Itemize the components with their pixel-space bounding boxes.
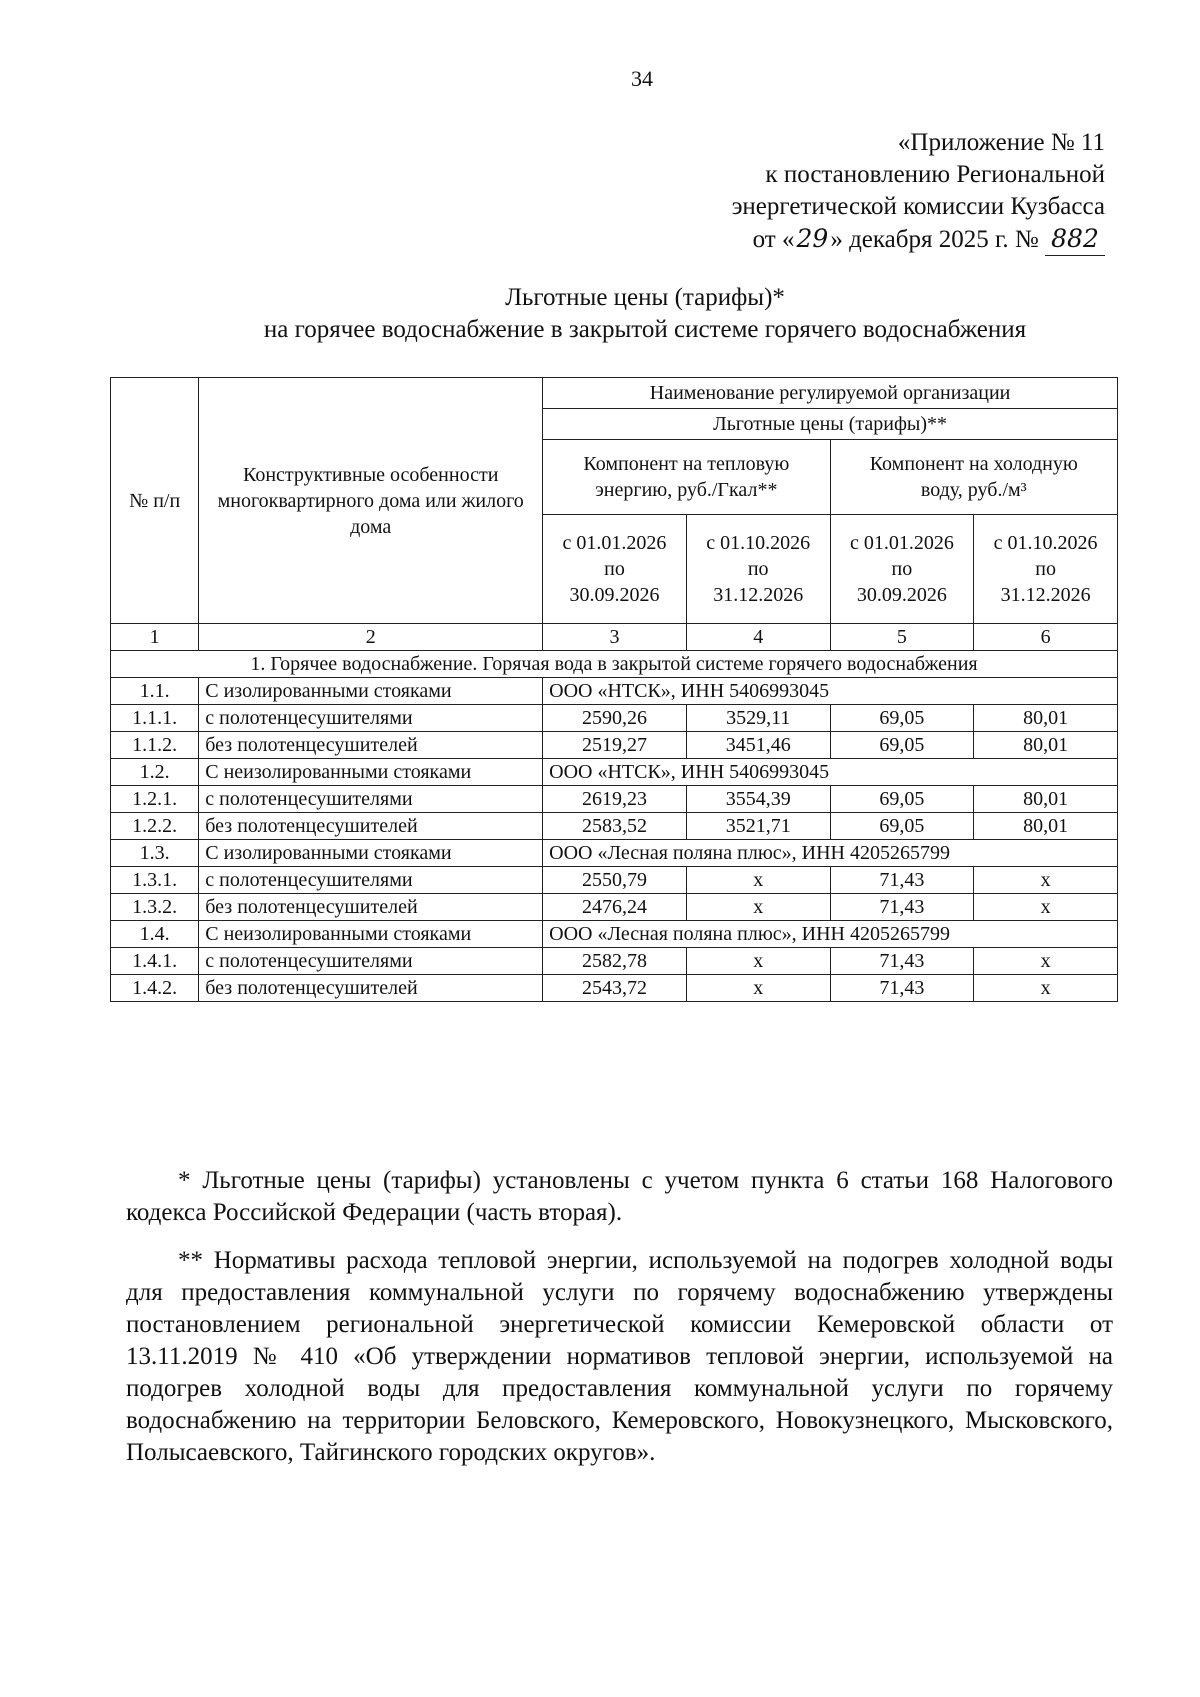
- row-value: 2582,78: [543, 948, 687, 975]
- row-value: 71,43: [830, 948, 974, 975]
- row-value: 2543,72: [543, 975, 687, 1002]
- period-3: с 01.01.2026 по 30.09.2026: [830, 515, 974, 624]
- group-org: ООО «Лесная поляна плюс», ИНН 4205265799: [543, 840, 1118, 867]
- section-title: 1. Горячее водоснабжение. Горячая вода в закрытой системе горячего водоснабжения: [111, 651, 1118, 678]
- row-value: 2519,27: [543, 732, 687, 759]
- header-tariffs: Льготные цены (тарифы)**: [543, 409, 1118, 440]
- header-desc: Конструктивные особенности многоквартирного дома или жилого дома: [199, 378, 543, 624]
- page-number: 34: [631, 66, 653, 91]
- footnote-1: * Льготные цены (тарифы) установлены с учетом пункта 6 статьи 168 Налогового кодекса Российской Федерации (часть вторая).: [126, 1167, 1113, 1226]
- date-middle: » декабря 2025 г. №: [830, 226, 1039, 253]
- row-desc: без полотенцесушителей: [199, 732, 543, 759]
- column-number-row: [111, 624, 1118, 651]
- col-number-1: 1: [111, 624, 199, 651]
- row-value: 69,05: [830, 813, 974, 840]
- row-value: 69,05: [830, 786, 974, 813]
- appendix-line-1: «Приложение № 11: [897, 129, 1105, 156]
- period-2: с 01.10.2026 по 31.12.2026: [686, 515, 830, 624]
- row-no: 1.2.1.: [111, 786, 199, 813]
- group-desc: С неизолированными стояками: [199, 759, 543, 786]
- table-row: [111, 813, 1118, 840]
- group-row: [111, 678, 1118, 705]
- row-no: 1.2.2.: [111, 813, 199, 840]
- header-org: Наименование регулируемой организации: [543, 378, 1118, 409]
- row-value: x: [686, 975, 830, 1002]
- group-no: 1.4.: [111, 921, 199, 948]
- row-desc: без полотенцесушителей: [199, 975, 543, 1002]
- row-value: 3529,11: [686, 705, 830, 732]
- row-desc: без полотенцесушителей: [199, 813, 543, 840]
- table-row: [111, 894, 1118, 921]
- row-no: 1.4.2.: [111, 975, 199, 1002]
- group-desc: С изолированными стояками: [199, 840, 543, 867]
- row-value: 71,43: [830, 867, 974, 894]
- appendix-line-2: к постановлению Региональной: [765, 161, 1105, 188]
- table-row: [111, 705, 1118, 732]
- table-row: [111, 732, 1118, 759]
- handwritten-doc-number: 882: [1045, 223, 1105, 256]
- row-value: 2550,79: [543, 867, 687, 894]
- row-value: 2590,26: [543, 705, 687, 732]
- row-desc: с полотенцесушителями: [199, 948, 543, 975]
- title-line-1: Льготные цены (тарифы)*: [505, 284, 785, 311]
- section-row: [111, 651, 1118, 678]
- row-value: 71,43: [830, 975, 974, 1002]
- handwritten-day: 29: [796, 224, 829, 253]
- tariff-table: [110, 377, 1118, 1002]
- period-1: с 01.01.2026 по 30.09.2026: [543, 515, 687, 624]
- row-value: 71,43: [830, 894, 974, 921]
- row-value: 80,01: [974, 732, 1118, 759]
- group-org: ООО «НТСК», ИНН 5406993045: [543, 759, 1118, 786]
- row-value: 3451,46: [686, 732, 830, 759]
- row-no: 1.1.1.: [111, 705, 199, 732]
- row-value: 69,05: [830, 705, 974, 732]
- appendix-line-3: энергетической комиссии Кузбасса: [731, 193, 1105, 220]
- group-row: [111, 840, 1118, 867]
- table-row: [111, 867, 1118, 894]
- row-value: 69,05: [830, 732, 974, 759]
- row-value: 80,01: [974, 813, 1118, 840]
- row-value: 2476,24: [543, 894, 687, 921]
- row-no: 1.3.1.: [111, 867, 199, 894]
- row-desc: с полотенцесушителями: [199, 705, 543, 732]
- table-row: [111, 948, 1118, 975]
- row-value: 80,01: [974, 705, 1118, 732]
- group-org: ООО «Лесная поляна плюс», ИНН 4205265799: [543, 921, 1118, 948]
- row-value: 3521,71: [686, 813, 830, 840]
- header-no: № п/п: [111, 378, 199, 624]
- group-no: 1.1.: [111, 678, 199, 705]
- group-no: 1.3.: [111, 840, 199, 867]
- row-value: 3554,39: [686, 786, 830, 813]
- appendix-header: [645, 127, 1105, 256]
- date-prefix: от «: [752, 226, 795, 253]
- title-line-2: на горячее водоснабжение в закрытой системе горячего водоснабжения: [263, 316, 1027, 343]
- row-no: 1.3.2.: [111, 894, 199, 921]
- col-number-3: 3: [543, 624, 687, 651]
- col-number-2: 2: [199, 624, 543, 651]
- group-org: ООО «НТСК», ИНН 5406993045: [543, 678, 1118, 705]
- table-row: [111, 975, 1118, 1002]
- row-desc: с полотенцесушителями: [199, 867, 543, 894]
- row-value: 80,01: [974, 786, 1118, 813]
- group-desc: С изолированными стояками: [199, 678, 543, 705]
- group-row: [111, 759, 1118, 786]
- row-value: x: [686, 867, 830, 894]
- col-number-6: 6: [974, 624, 1118, 651]
- header-heat-component: Компонент на тепловую энергию, руб./Гкал**: [543, 440, 830, 515]
- group-desc: С неизолированными стояками: [199, 921, 543, 948]
- row-value: 2583,52: [543, 813, 687, 840]
- footnote-2: ** Нормативы расхода тепловой энергии, используемой на подогрев холодной воды для предоставления коммунальной услуги по горячему водоснабжению утверждены постановлением региональной энергетической комиссии Кемеровской области от 13.11.2019 № 410 «Об утверждении нормативов тепловой энергии, используемой на подогрев холодной воды для предоставления коммунальной услуги по горячему водоснабжению на территории Беловского, Кемеровского, Новокузнецкого, Мысковского, Полысаевского, Тайгинского городских округов».: [126, 1247, 1113, 1466]
- appendix-date-line: [645, 223, 1105, 256]
- row-no: 1.4.1.: [111, 948, 199, 975]
- row-desc: с полотенцесушителями: [199, 786, 543, 813]
- period-4: с 01.10.2026 по 31.12.2026: [974, 515, 1118, 624]
- col-number-5: 5: [830, 624, 974, 651]
- document-title: [100, 282, 1190, 346]
- header-cold-component: Компонент на холодную воду, руб./м³: [830, 440, 1117, 515]
- row-value: x: [974, 975, 1118, 1002]
- row-desc: без полотенцесушителей: [199, 894, 543, 921]
- row-value: x: [686, 894, 830, 921]
- row-value: x: [686, 948, 830, 975]
- row-value: x: [974, 894, 1118, 921]
- row-value: x: [974, 867, 1118, 894]
- row-value: 2619,23: [543, 786, 687, 813]
- group-no: 1.2.: [111, 759, 199, 786]
- table-row: [111, 786, 1118, 813]
- col-number-4: 4: [686, 624, 830, 651]
- row-no: 1.1.2.: [111, 732, 199, 759]
- row-value: x: [974, 948, 1118, 975]
- header-row-1: [111, 378, 1118, 409]
- group-row: [111, 921, 1118, 948]
